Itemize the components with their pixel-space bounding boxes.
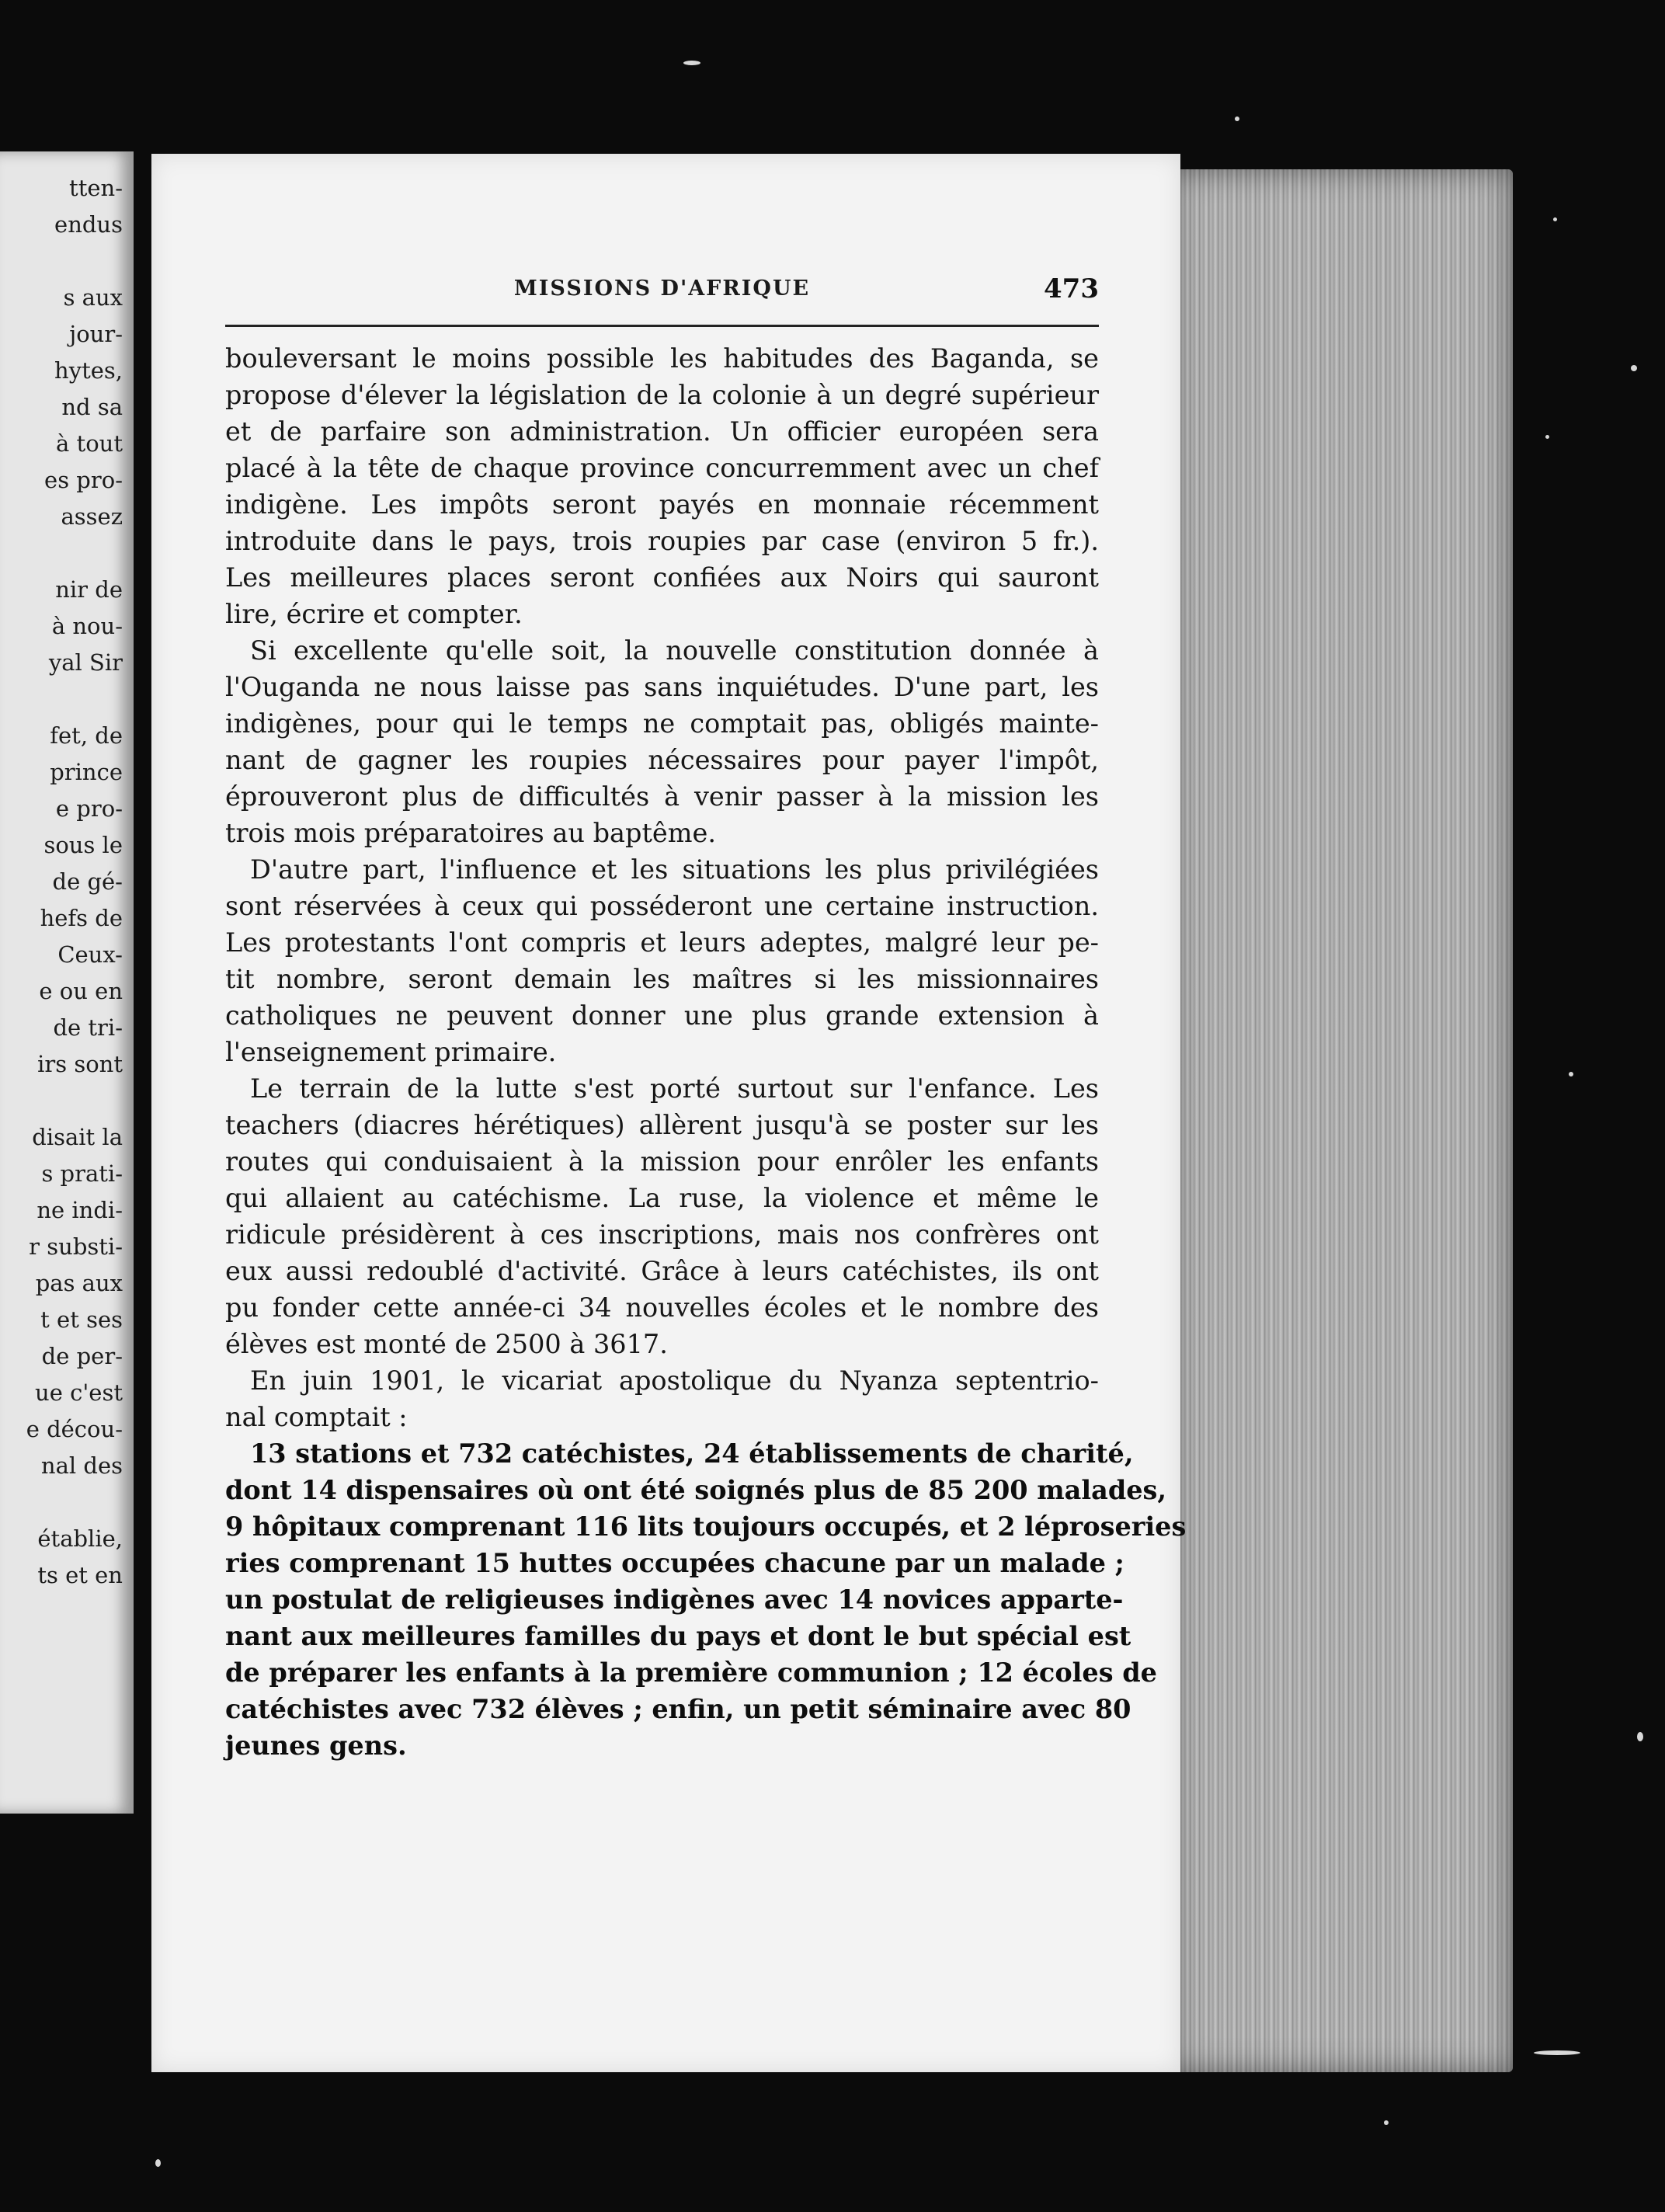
running-title: MISSIONS D'AFRIQUE: [513, 276, 811, 301]
text-line: 13 stations et 732 catéchistes, 24 établissements de charité,: [250, 1438, 1134, 1469]
left-page-fragment: hefs de: [40, 905, 123, 931]
text-line: pu fonder cette année-ci 34 nouvelles écoles et le nombre des: [225, 1292, 1099, 1323]
left-page-fragment: établie,: [37, 1525, 123, 1552]
scan-speck: [1553, 217, 1557, 221]
scan-speck: [1569, 1072, 1573, 1076]
left-page-fragment: s prati-: [41, 1160, 123, 1187]
left-page-fragment: e ou en: [39, 978, 123, 1004]
text-line: nant aux meilleures familles du pays et dont le but spécial est: [225, 1621, 1131, 1651]
left-page-fragment: de per-: [41, 1343, 123, 1369]
left-page-fragment: tten-: [69, 175, 123, 201]
left-page-fragment: irs sont: [37, 1051, 123, 1077]
page-header: [225, 273, 1099, 315]
text-line: sont réservées à ceux qui posséderont une certaine instruction.: [225, 891, 1099, 921]
text-line: 9 hôpitaux comprenant 116 lits toujours occupés, et 2 léproseries: [225, 1511, 1187, 1542]
paragraph: [225, 851, 1099, 1070]
left-page-fragment: ts et en: [37, 1562, 123, 1588]
text-line: tit nombre, seront demain les maîtres si les missionnaires: [225, 964, 1099, 994]
paragraph: [225, 1362, 1099, 1435]
text-line: ridicule présidèrent à ces inscriptions, mais nos confrères ont: [225, 1219, 1099, 1250]
text-line: placé à la tête de chaque province concurremment avec un chef: [225, 453, 1099, 483]
text-line: introduite dans le pays, trois roupies par case (environ 5 fr.).: [225, 526, 1099, 556]
left-page-fragment: fet, de: [50, 722, 123, 749]
book-page: [151, 154, 1187, 2072]
left-page-fragment: endus: [54, 211, 123, 238]
text-line: catéchistes avec 732 élèves ; enfin, un petit séminaire avec 80: [225, 1694, 1131, 1724]
left-page-fragment: hytes,: [54, 357, 123, 384]
text-line: nal comptait :: [225, 1402, 408, 1432]
left-page-fragment: pas aux: [35, 1270, 123, 1296]
scan-speck: [1384, 2120, 1389, 2125]
left-page-fragment: de tri-: [53, 1014, 123, 1041]
text-line: D'autre part, l'influence et les situations les plus privilégiées: [250, 854, 1099, 885]
scan-speck: [1545, 435, 1549, 439]
left-page-fragment: à nou-: [51, 613, 123, 639]
left-page-fragment: assez: [61, 503, 123, 530]
paragraph: [225, 340, 1099, 632]
text-line: eux aussi redoublé d'activité. Grâce à leurs catéchistes, ils ont: [225, 1256, 1099, 1286]
text-line: nant de gagner les roupies nécessaires pour payer l'impôt,: [225, 745, 1099, 775]
text-line: dont 14 dispensaires où ont été soignés plus de 85 200 malades,: [225, 1475, 1167, 1505]
text-line: l'enseignement primaire.: [225, 1037, 557, 1067]
left-page-fragment: nal des: [40, 1452, 123, 1479]
left-page-fragment: nir de: [55, 576, 123, 603]
scan-speck: [1631, 365, 1637, 371]
text-line: trois mois préparatoires au baptême.: [225, 818, 716, 848]
left-page-fragment: Ceux-: [57, 941, 123, 968]
scan-speck: [155, 2159, 161, 2167]
left-page-fragment: sous le: [43, 832, 123, 858]
header-rule: [225, 325, 1099, 327]
paragraph: [225, 1070, 1099, 1362]
scan-speck: [683, 61, 700, 65]
left-page-fragment: à tout: [56, 430, 123, 457]
left-page-fragment: yal Sir: [48, 649, 123, 676]
text-line: teachers (diacres hérétiques) allèrent jusqu'à se poster sur les: [225, 1110, 1099, 1140]
scan-speck: [1637, 1732, 1643, 1741]
paragraph: [225, 1435, 1187, 1764]
text-line: un postulat de religieuses indigènes avec 14 novices apparte-: [225, 1584, 1124, 1615]
left-page-fragment: s aux: [63, 284, 123, 311]
text-line: Les protestants l'ont compris et leurs adeptes, malgré leur pe-: [225, 927, 1099, 958]
left-page-fragment: r substi-: [29, 1233, 123, 1260]
text-line: routes qui conduisaient à la mission pour enrôler les enfants: [225, 1146, 1099, 1177]
text-line: Si excellente qu'elle soit, la nouvelle constitution donnée à: [250, 635, 1099, 666]
text-line: qui allaient au catéchisme. La ruse, la violence et même le: [225, 1183, 1099, 1213]
scan-speck: [1235, 117, 1239, 121]
text-line: élèves est monté de 2500 à 3617.: [225, 1329, 668, 1359]
left-page-fragment: ne indi-: [36, 1197, 123, 1223]
left-page-fragment: t et ses: [40, 1306, 123, 1333]
text-line: éprouveront plus de difficultés à venir passer à la mission les: [225, 781, 1099, 812]
text-line: Les meilleures places seront confiées aux Noirs qui sauront: [225, 562, 1099, 593]
page-number: 473: [1044, 273, 1099, 304]
text-line: et de parfaire son administration. Un officier européen sera: [225, 416, 1099, 447]
book-page-edges: [1171, 169, 1513, 2072]
left-page-fragment: e pro-: [55, 795, 123, 822]
left-page-fragment: ue c'est: [35, 1379, 123, 1406]
text-line: de préparer les enfants à la première communion ; 12 écoles de: [225, 1657, 1157, 1688]
paragraph: [225, 632, 1099, 851]
scan-speck: [1534, 2050, 1580, 2055]
text-line: propose d'élever la législation de la colonie à un degré supérieur: [225, 380, 1099, 410]
text-line: jeunes gens.: [225, 1730, 407, 1761]
left-page-fragment: jour-: [69, 321, 123, 347]
left-page-fragment: e décou-: [26, 1416, 123, 1442]
text-line: indigène. Les impôts seront payés en monnaie récemment: [225, 489, 1099, 520]
text-line: l'Ouganda ne nous laisse pas sans inquiétudes. D'une part, les: [225, 672, 1099, 702]
text-line: lire, écrire et compter.: [225, 599, 523, 629]
left-page-fragment: prince: [50, 759, 123, 785]
left-facing-page: [0, 151, 134, 1814]
left-page-fragment: de gé-: [52, 868, 123, 895]
text-line: Le terrain de la lutte s'est porté surtout sur l'enfance. Les: [250, 1073, 1099, 1104]
left-page-fragment: nd sa: [61, 394, 123, 420]
text-line: bouleversant le moins possible les habitudes des Baganda, se: [225, 343, 1099, 374]
body-text: [225, 340, 1187, 1764]
left-page-fragment: es pro-: [44, 467, 123, 493]
text-line: ries comprenant 15 huttes occupées chacune par un malade ;: [225, 1548, 1124, 1578]
left-page-fragment: disait la: [32, 1124, 123, 1150]
text-line: catholiques ne peuvent donner une plus grande extension à: [225, 1000, 1099, 1031]
text-line: En juin 1901, le vicariat apostolique du Nyanza septentrio-: [250, 1365, 1099, 1396]
text-line: indigènes, pour qui le temps ne comptait pas, obligés mainte-: [225, 708, 1099, 739]
